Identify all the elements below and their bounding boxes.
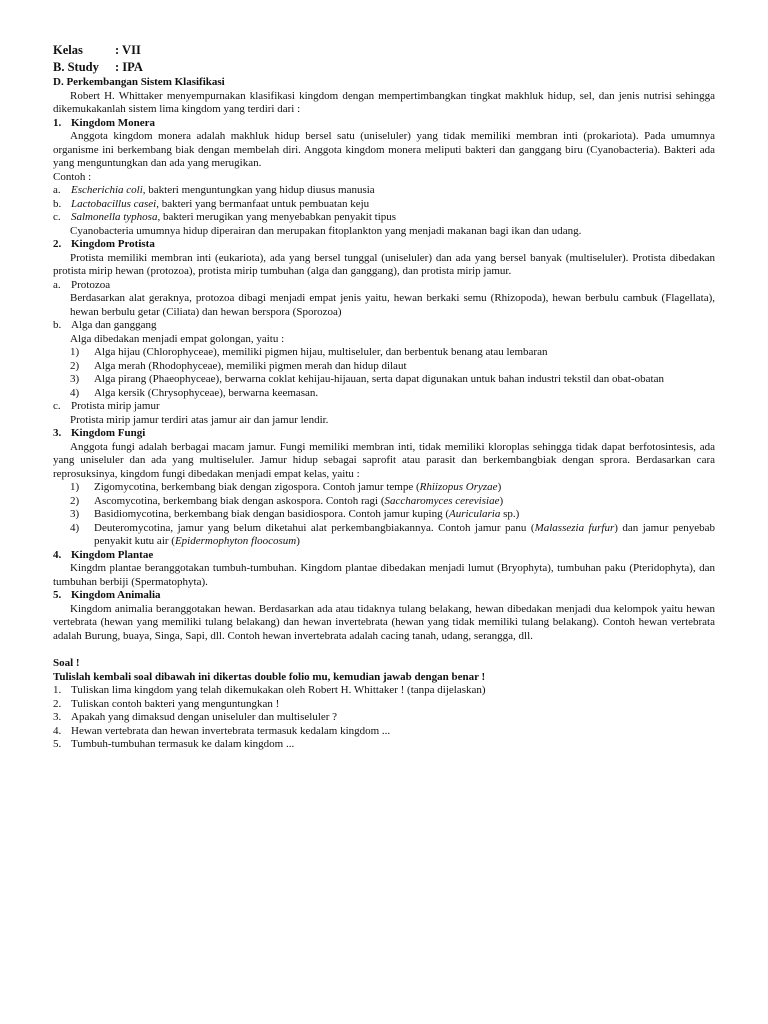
heading-animalia: 5. Kingdom Animalia [53,589,161,601]
list-item: c. Salmonella typhosa, bakteri merugikan yang menyebabkan penyakit tipus [53,211,397,223]
species-name: Auricularia [449,508,501,520]
alga-paragraph: Alga dibedakan menjadi empat golongan, yaitu : [70,332,285,345]
monera-paragraph: Anggota kingdom monera adalah makhluk hidup bersel satu (uniseluler) yang tidak memiliki membran inti (prokariota). Pada umumnya organisme ini berkembang biak dengan membelah diri. Anggota kingdom monera meliputi bakteri dan ganggang biru (Cyanobacteria). Bakteri ada yang menguntungkan dan ada yang merugikan. [53,130,715,169]
list-item: 3) Basidiomycotina, berkembang biak dengan basidiospora. Contoh jamur kuping (Auricularia sp.) [70,508,520,520]
heading-protista: 2. Kingdom Protista [53,238,155,250]
protista-subheading-a: a. Protozoa [53,278,111,291]
species-name: Lactobacillus casei [71,197,157,210]
section-title: D. Perkembangan Sistem Klasifikasi [53,76,225,88]
list-item: a. Escherichia coli, bakteri menguntungkan yang hidup diusus manusia [53,184,375,196]
study-label: B. Study [53,60,99,74]
list-item: 2) Alga merah (Rhodophyceae), memiliki pigmen merah dan hidup dilaut [70,359,407,372]
plantae-paragraph: Kingdm plantae beranggotakan tumbuh-tumbuhan. Kingdom plantae dibedakan menjadi lumut (Bryophyta), tumbuhan paku (Pteridophyta), dan tumbuhan berbiji (Spermatophyta). [53,562,715,588]
species-name: Malassezia furfur [534,521,615,534]
species-name: Epidermophyton floocosum [174,535,297,547]
question-item: 5. Tumbuh-tumbuhan termasuk ke dalam kingdom ... [53,738,295,750]
list-item: 3) Alga pirang (Phaeophyceae), berwarna coklat kehijau-hijauan, serta dapat digunakan untuk bahan industri tekstil dan obat-obatan [70,373,664,385]
protista-jamur-paragraph: Protista mirip jamur terdiri atas jamur air dan jamur lendir. [70,413,329,426]
kelas-label: Kelas [53,43,83,57]
soal-instruction: Tulislah kembali soal dibawah ini dikertas double folio mu, kemudian jawab dengan benar ! [53,670,486,683]
fungi-paragraph: Anggota fungi adalah berbagai macam jamur. Fungi memiliki membran inti, tidak memiliki kloroplas sehingga tidak dapat berfotosintesis, ada yang uniseluler dan ada yang multiseluler. Jamur hidup sebagai saprofit atau parasit dan berkembangbiak dengan sprora. Berdasarkan cara reprosuksinya, kingdom fungi dibedakan menjadi empat kelas, yaitu : [53,440,715,480]
list-item: 2) Ascomycotina, berkembang biak dengan askospora. Contoh ragi (Saccharomyces cerevisiae) [70,494,504,507]
monera-contoh-label: Contoh : [53,170,92,183]
list-item: 4) Deuteromycotina, jamur yang belum diketahui alat perkembangbiakannya. Contoh jamur panu (Malassezia furfur) dan jamur penyebab penyakit kutu air (Epidermophyton floocosum) [70,521,715,547]
heading-plantae: 4. Kingdom Plantae [53,548,154,561]
protista-subheading-b: b. Alga dan ganggang [53,319,157,331]
species-name: Salmonella typhosa [71,211,158,223]
study-value: : IPA [115,60,143,74]
heading-fungi: 3. Kingdom Fungi [53,427,146,439]
question-item: 4. Hewan vertebrata dan hewan invertebrata termasuk kedalam kingdom ... [53,724,391,737]
list-item: 1) Alga hijau (Chlorophyceae), memiliki pigmen hijau, multiseluler, dan berbentuk benang atau lembaran [70,346,548,358]
heading-monera: 1. Kingdom Monera [53,116,156,129]
list-item: 4) Alga kersik (Chrysophyceae), berwarna keemasan. [70,386,319,399]
header-kelas [53,42,715,59]
species-name: Escherichia coli [71,184,143,196]
protista-subheading-c: c. Protista mirip jamur [53,400,160,412]
species-name: Rhiizopus Oryzae [419,481,498,493]
question-item: 2. Tuliskan contoh bakteri yang menguntungkan ! [53,697,280,710]
species-name: Saccharomyces cerevisiae [384,494,500,507]
document-page [53,42,715,752]
protozoa-paragraph: Berdasarkan alat geraknya, protozoa dibagi menjadi empat jenis yaitu, hewan berkaki semu (Rhizopoda), hewan berbulu cambuk (Flagellata), hewan berbulu getar (Ciliata) dan hewan berspora (Sporozoa) [70,292,715,318]
kelas-value: : VII [115,43,141,57]
soal-title: Soal ! [53,657,80,669]
protista-paragraph: Protista memiliki membran inti (eukariota), ada yang bersel tunggal (uniseluler) dan ada yang bersel banyak (multiseluler). Protista dibedakan protista mirip hewan (protozoa), protista mirip tumbuhan (alga dan ganggang), dan protista mirip jamur. [53,251,715,277]
question-item: 3. Apakah yang dimaksud dengan uniseluler dan multiseluler ? [53,711,338,723]
list-item: b. Lactobacillus casei, bakteri yang bermanfaat untuk pembuatan keju [53,197,370,210]
intro-paragraph: Robert H. Whittaker menyempurnakan klasifikasi kingdom dengan mempertimbangkan tingkat makhluk hidup, sel, dan jenis nutrisi sehingga dikemukakanlah sistem lima kingdom yang terdiri dari : [53,89,715,115]
list-item: 1) Zigomycotina, berkembang biak dengan zigospora. Contoh jamur tempe (Rhiizopus Oryzae) [70,481,502,493]
monera-cyanobacteria-paragraph: Cyanobacteria umumnya hidup diperairan dan merupakan fitoplankton yang menjadi makanan bagi ikan dan udang. [70,224,582,237]
animalia-paragraph: Kingdom animalia beranggotakan hewan. Berdasarkan ada atau tidaknya tulang belakang, hewan dibedakan menjadi dua kelompok yaitu hewan vertebrata (hewan yang memiliki tulang belakang) dan hewan invertebrata (hewan yang tidak memiliki tulang belakang). Contoh hewan vertebrata adalah Burung, buaya, Singa, Sapi, dll. Contoh hewan invertebrata adalah cacing tanah, udang, serangga, dll. [53,602,715,642]
question-item: 1. Tuliskan lima kingdom yang telah dikemukakan oleh Robert H. Whittaker ! (tanpa dijelaskan) [53,684,486,696]
header-study [53,59,715,76]
